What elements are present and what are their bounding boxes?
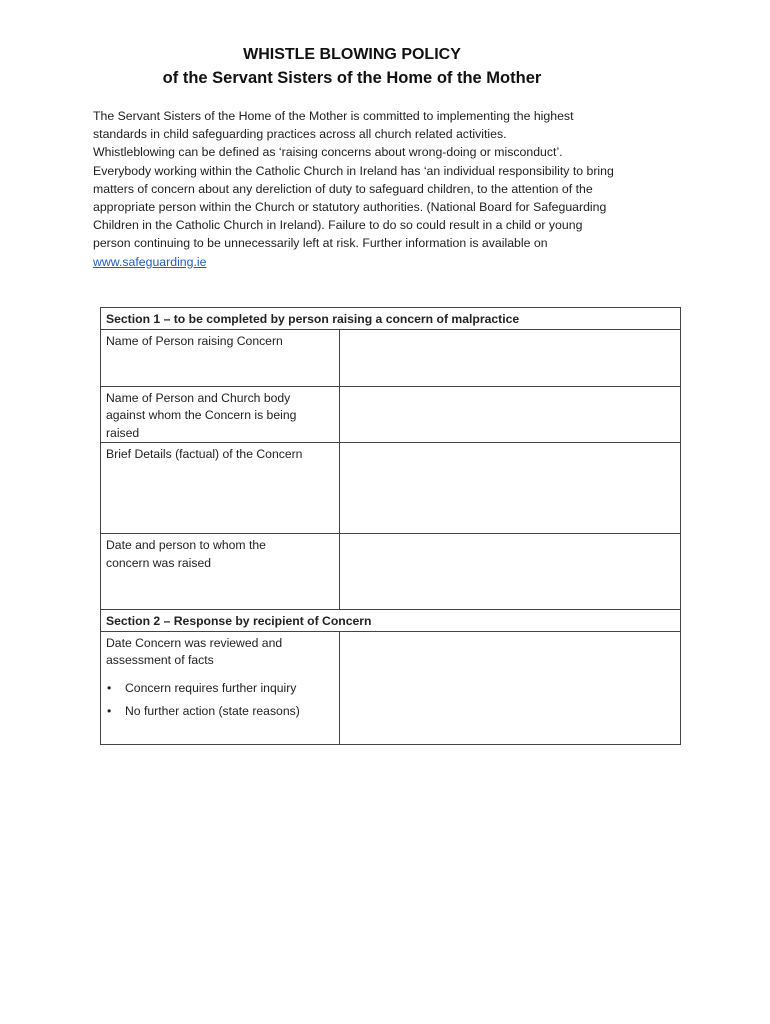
- concern-form-table: [100, 307, 681, 745]
- form-row-person-against: [101, 386, 681, 443]
- section-2-header-row: [101, 610, 681, 632]
- intro-line: appropriate person within the Church or statutory authorities. (National Board for Safeguarding: [93, 200, 607, 215]
- form-label: [101, 329, 340, 386]
- document-title: WHISTLE BLOWING POLICY: [243, 46, 461, 63]
- form-row-brief-details: [101, 443, 681, 534]
- brief-details-field[interactable]: [340, 443, 681, 534]
- label-line: raised: [106, 425, 140, 440]
- form-label: [101, 386, 340, 443]
- option-further-inquiry: • Concern requires further inquiry: [106, 680, 334, 698]
- form-row-date-raised: [101, 534, 681, 610]
- intro-line: standards in child safeguarding practices across all church related activities.: [93, 127, 507, 142]
- intro-line: Children in the Catholic Church in Ireland). Failure to do so could result in a child or young: [93, 218, 583, 233]
- label-line: Name of Person raising Concern: [106, 333, 283, 348]
- section-1-heading: Section 1 – to be completed by person raising a concern of malpractice: [101, 308, 681, 330]
- label-line: Brief Details (factual) of the Concern: [106, 447, 303, 461]
- intro-line: Whistleblowing can be defined as ‘raising concerns about wrong-doing or misconduct’.: [93, 145, 563, 160]
- document-subtitle: of the Servant Sisters of the Home of the Mother: [162, 69, 542, 87]
- intro-line: matters of concern about any dereliction of duty to safeguard children, to the attention of the: [93, 181, 593, 196]
- intro-line: The Servant Sisters of the Home of the Mother is committed to implementing the highest: [93, 109, 574, 123]
- form-label: [101, 534, 340, 610]
- form-label: [101, 631, 340, 744]
- person-raising-field[interactable]: [340, 329, 681, 386]
- form-row-review: [101, 631, 681, 744]
- option-no-further-action: • No further action (state reasons): [106, 703, 334, 721]
- intro-paragraph: [93, 107, 683, 271]
- section-1-header-row: [101, 308, 681, 330]
- label-line: Date and person to whom the: [106, 538, 266, 552]
- form-label: [101, 443, 340, 534]
- label-line: Name of Person and Church body: [106, 390, 291, 405]
- label-line: Date Concern was reviewed and: [106, 635, 283, 650]
- section-2-heading: Section 2 – Response by recipient of Concern: [101, 610, 681, 632]
- safeguarding-link[interactable]: www.safeguarding.ie: [93, 254, 207, 269]
- label-line: against whom the Concern is being: [106, 408, 297, 422]
- intro-line: person continuing to be unnecessarily left at risk. Further information is available on: [93, 236, 548, 251]
- label-line: assessment of facts: [106, 653, 214, 667]
- review-field[interactable]: [340, 631, 681, 744]
- form-row-person-raising: [101, 329, 681, 386]
- person-against-field[interactable]: [340, 386, 681, 443]
- label-line: concern was raised: [106, 555, 211, 570]
- date-raised-field[interactable]: [340, 534, 681, 610]
- intro-line: Everybody working within the Catholic Church in Ireland has ‘an individual responsibility to bring: [93, 163, 614, 178]
- response-options: [106, 680, 334, 721]
